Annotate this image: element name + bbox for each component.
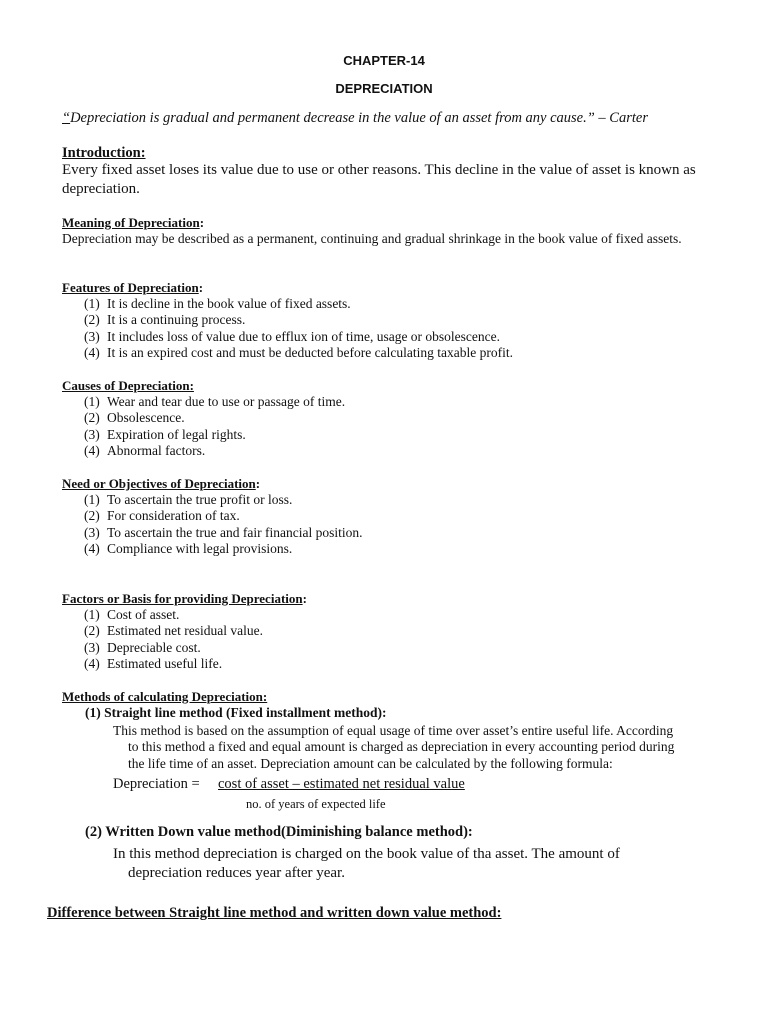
objectives-heading-text: Need or Objectives of Depreciation [62,476,256,491]
written-down-heading: (2) Written Down value method(Diminishing balance method): [85,824,473,840]
introduction-heading: Introduction: [62,145,146,161]
list-text: For consideration of tax. [107,508,240,524]
list-number: (3) [84,524,100,540]
straight-line-text-line: the life time of an asset. Depreciation amount can be calculated by the following formula: [128,755,613,771]
list-text: Abnormal factors. [107,443,206,459]
methods-heading-text: Methods of calculating Depreciation: [62,689,268,704]
meaning-heading-text: Meaning of Depreciation [62,215,200,230]
list-number: (4) [84,656,100,672]
straight-line-text-line: to this method a fixed and equal amount is charged as depreciation in every accounting period during [128,739,675,755]
list-item [84,508,362,524]
list-text: Wear and tear due to use or passage of time. [107,394,346,409]
methods-heading [62,689,267,705]
list-item [84,296,513,312]
objectives-heading-suffix: : [255,476,261,491]
list-text: Depreciable cost. [107,639,201,655]
list-item [84,607,263,623]
factors-heading [62,591,307,607]
features-heading-text: Features of Depreciation [62,280,199,295]
quote-text: Depreciation is gradual and permanent decrease in the value of an asset from any cause.” – Carter [70,110,648,126]
list-item [84,329,513,345]
list-number: (1) [84,296,100,311]
list-item [84,525,362,541]
list-number: (1) [84,394,100,409]
list-number: (3) [84,639,100,655]
list-number: (3) [84,328,100,344]
list-text: Compliance with legal provisions. [107,541,293,557]
list-number: (2) [84,312,100,328]
list-item [84,345,513,361]
written-down-text-line: In this method depreciation is charged on the book value of tha asset. The amount of [113,846,620,862]
list-text: Obsolescence. [107,410,185,426]
list-text: Estimated useful life. [107,656,223,672]
list-number: (4) [84,345,100,361]
quote-open-mark: “ [62,110,71,126]
list-item [84,410,345,426]
factors-list [84,607,263,673]
list-item [84,640,263,656]
list-number: (4) [84,541,100,557]
introduction-body: Every fixed asset loses its value due to use or other reasons. This decline in the value of asset is known as depreciation. [62,162,696,197]
list-number: (1) [84,607,100,622]
meaning-heading [62,215,204,231]
list-text: Estimated net residual value. [107,623,263,639]
features-heading-suffix: : [198,280,204,295]
straight-line-body [113,723,693,772]
list-text: Cost of asset. [107,607,180,622]
features-list [84,296,513,362]
list-number: (2) [84,508,100,524]
written-down-body [113,845,703,883]
meaning-heading-suffix: : [199,215,205,230]
list-item [84,541,362,557]
list-text: It is a continuing process. [107,312,246,328]
list-number: (2) [84,410,100,426]
list-item [84,427,345,443]
carter-quote [62,110,648,127]
list-text: It includes loss of value due to efflux ion of time, usage or obsolescence. [107,328,501,344]
list-text: It is an expired cost and must be deducted before calculating taxable profit. [107,345,513,361]
list-number: (2) [84,623,100,639]
formula-denominator: no. of years of expected life [246,797,386,811]
causes-heading [62,378,194,394]
list-text: To ascertain the true profit or loss. [107,492,293,507]
list-text: To ascertain the true and fair financial position. [107,524,363,540]
list-item [84,656,263,672]
causes-heading-text: Causes of Depreciation: [62,378,194,393]
features-heading [62,280,203,296]
written-down-text-line: depreciation reduces year after year. [128,865,345,881]
causes-list [84,394,345,460]
list-item [84,492,362,508]
list-item [84,443,345,459]
difference-heading: Difference between Straight line method and written down value method: [47,905,502,921]
list-item [84,623,263,639]
factors-heading-text: Factors or Basis for providing Depreciation [62,591,303,606]
formula-numerator: cost of asset – estimated net residual value [218,776,465,792]
meaning-body: Depreciation may be described as a permanent, continuing and gradual shrinkage in the book value of fixed assets. [62,231,682,246]
list-number: (1) [84,492,100,507]
list-number: (4) [84,443,100,459]
straight-line-heading: (1) Straight line method (Fixed installment method): [85,705,387,720]
straight-line-text-line: This method is based on the assumption of equal usage of time over asset’s entire useful life. According [113,723,674,738]
formula-label: Depreciation = [113,776,200,792]
list-text: It is decline in the book value of fixed assets. [107,296,351,311]
objectives-list [84,492,362,558]
objectives-heading [62,476,260,492]
factors-heading-suffix: : [302,591,307,606]
list-item [84,312,513,328]
list-number: (3) [84,426,100,442]
chapter-title: DEPRECIATION [335,81,433,96]
chapter-label: CHAPTER-14 [343,53,425,68]
list-item [84,394,345,410]
list-text: Expiration of legal rights. [107,426,246,442]
